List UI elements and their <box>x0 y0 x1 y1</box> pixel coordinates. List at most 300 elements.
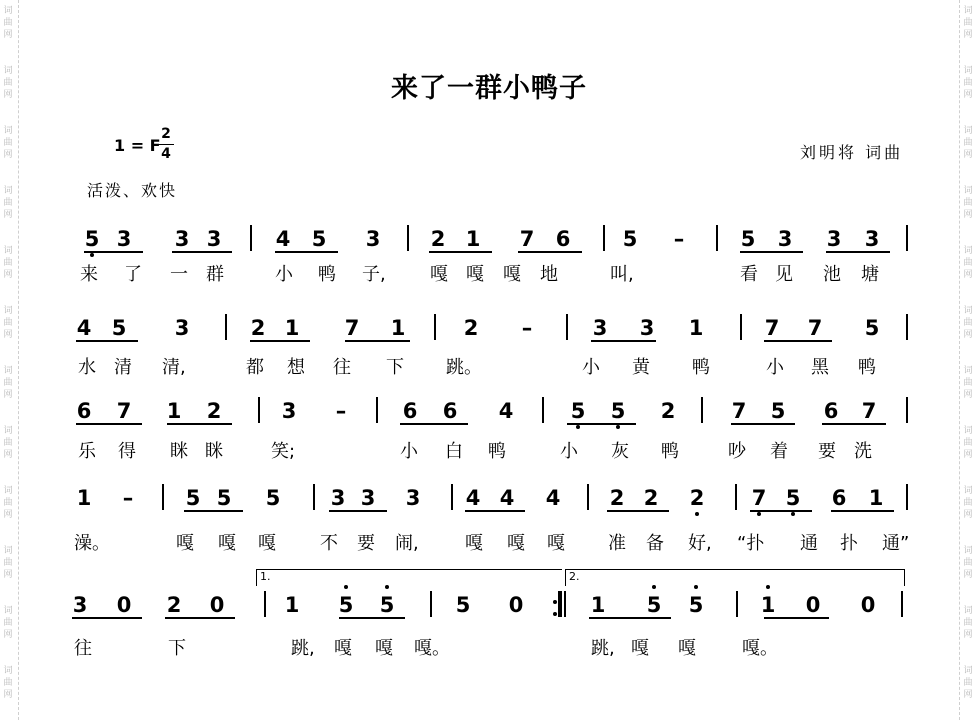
bar-line <box>264 591 266 617</box>
watermark-char: 词 <box>3 366 13 376</box>
lyric-syllable: 吵 <box>728 441 746 462</box>
note-high-1: 1 <box>760 593 776 617</box>
watermark-char: 网 <box>963 390 973 400</box>
watermark-char: 词 <box>3 246 13 256</box>
note: 0 <box>860 593 876 617</box>
watermark-char: 词 <box>3 666 13 676</box>
watermark-char: 曲 <box>3 318 13 328</box>
note: 3 <box>174 227 190 251</box>
volta-label-2: 2. <box>569 570 580 583</box>
watermark-char: 曲 <box>3 378 13 388</box>
note: 5 <box>864 316 880 340</box>
lyric-syllable: 看 <box>740 264 758 285</box>
beam-underline <box>172 251 232 253</box>
note: 3 <box>864 227 880 251</box>
note: 3 <box>116 227 132 251</box>
lyric-syllable: 白 <box>445 441 463 462</box>
watermark-char: 词 <box>3 186 13 196</box>
note: 5 <box>646 593 662 617</box>
note: 1 <box>868 486 884 510</box>
bar-line <box>313 484 315 510</box>
note: 2 <box>250 316 266 340</box>
bar-line <box>716 225 718 251</box>
note: 1 <box>688 316 704 340</box>
note: 2 <box>689 486 705 510</box>
lyric-syllable: 嘎 <box>258 533 276 554</box>
watermark-char: 网 <box>963 90 973 100</box>
watermark-char: 曲 <box>963 498 973 508</box>
watermark-char: 词 <box>963 186 973 196</box>
note: 0 <box>209 593 225 617</box>
watermark-char: 曲 <box>963 378 973 388</box>
beam-underline <box>76 423 142 425</box>
watermark-char: 网 <box>963 30 973 40</box>
watermark-char: 曲 <box>963 438 973 448</box>
watermark-char: 网 <box>3 30 13 40</box>
note: 6 <box>402 399 418 423</box>
lyric-syllable: 扑 <box>840 533 858 554</box>
note: 3 <box>405 486 421 510</box>
note: 4 <box>465 486 481 510</box>
note: 7 <box>731 399 747 423</box>
note: 7 <box>751 486 767 510</box>
note: 6 <box>823 399 839 423</box>
beam-underline <box>740 251 803 253</box>
note: 6 <box>442 399 458 423</box>
note: 5 <box>455 593 471 617</box>
lyric-syllable: 嘎 <box>375 638 393 659</box>
note: 5 <box>265 486 281 510</box>
lyric-syllable: 嘎 <box>547 533 565 554</box>
meter-bottom: 4 <box>161 146 171 162</box>
watermark-char: 曲 <box>3 678 13 688</box>
beam-underline <box>826 251 890 253</box>
bar-line <box>906 225 908 251</box>
watermark-char: 曲 <box>963 258 973 268</box>
watermark-char: 词 <box>963 66 973 76</box>
note: 3 <box>206 227 222 251</box>
note: 3 <box>365 227 381 251</box>
lyric-syllable: 见 <box>775 264 793 285</box>
bar-line <box>250 225 252 251</box>
lyric-syllable: 眯 <box>205 441 223 462</box>
watermark-char: 词 <box>3 486 13 496</box>
watermark-char: 曲 <box>963 618 973 628</box>
lyric-syllable: 下 <box>386 357 404 378</box>
watermark-char: 网 <box>3 570 13 580</box>
lyric-syllable: 眯 <box>170 441 188 462</box>
note: 5 <box>379 593 395 617</box>
watermark-char: 网 <box>963 510 973 520</box>
watermark-char: 词 <box>963 546 973 556</box>
note: 5 <box>740 227 756 251</box>
watermark-char: 词 <box>3 306 13 316</box>
note: 3 <box>174 316 190 340</box>
lyric-syllable: 想 <box>287 357 305 378</box>
lyric-syllable: 跳。 <box>446 357 482 378</box>
octave-low-dot <box>90 253 94 257</box>
double-bar-thick <box>558 591 561 617</box>
bar-line <box>258 397 260 423</box>
lyric-syllable: 跳, <box>591 638 615 659</box>
bar-line <box>901 591 903 617</box>
bar-line <box>701 397 703 423</box>
beam-underline <box>764 617 829 619</box>
lyric-syllable: 往 <box>333 357 351 378</box>
beam-underline <box>567 423 636 425</box>
bar-line <box>376 397 378 423</box>
watermark-char: 曲 <box>963 138 973 148</box>
meter-line <box>158 144 174 145</box>
lyric-syllable: 准 <box>608 533 626 554</box>
watermark-char: 网 <box>963 630 973 640</box>
lyric-syllable: 灰 <box>611 441 629 462</box>
lyric-syllable: 都 <box>246 357 264 378</box>
watermark-char: 词 <box>963 306 973 316</box>
note: 4 <box>275 227 291 251</box>
note: 4 <box>76 316 92 340</box>
note: 5 <box>785 486 801 510</box>
note: 0 <box>508 593 524 617</box>
beam-underline <box>250 340 310 342</box>
bar-line <box>434 314 436 340</box>
watermark-char: 网 <box>3 90 13 100</box>
beam-underline <box>822 423 886 425</box>
beam-underline <box>750 510 812 512</box>
lyric-syllable: 小 <box>275 264 293 285</box>
note: 7 <box>807 316 823 340</box>
double-bar-thin <box>564 591 566 617</box>
note: 7 <box>344 316 360 340</box>
lyric-syllable: 嘎 <box>430 264 448 285</box>
lyric-syllable: 塘 <box>861 264 879 285</box>
watermark-char: 词 <box>3 546 13 556</box>
right-watermark-strip <box>959 0 978 720</box>
song-title: 来了一群小鸭子 <box>391 73 587 104</box>
lyric-syllable: 嘎 <box>466 264 484 285</box>
note: 1 <box>166 399 182 423</box>
time-signature <box>158 126 174 163</box>
watermark-char: 曲 <box>963 198 973 208</box>
watermark-char: 词 <box>3 426 13 436</box>
note: 3 <box>592 316 608 340</box>
bar-line <box>225 314 227 340</box>
lyric-syllable: 地 <box>540 264 558 285</box>
bar-line <box>603 225 605 251</box>
lyric-syllable: 好, <box>688 533 712 554</box>
watermark-char: 词 <box>963 426 973 436</box>
watermark-char: 网 <box>3 270 13 280</box>
lyric-syllable: 往 <box>74 638 92 659</box>
note: 3 <box>330 486 346 510</box>
watermark-char: 词 <box>3 66 13 76</box>
note: 0 <box>805 593 821 617</box>
beam-underline <box>167 423 232 425</box>
lyric-syllable: 要 <box>818 441 836 462</box>
beam-underline <box>589 617 671 619</box>
watermark-char: 网 <box>3 390 13 400</box>
watermark-char: 曲 <box>963 678 973 688</box>
watermark-char: 网 <box>963 150 973 160</box>
beam-underline <box>275 251 338 253</box>
watermark-char: 网 <box>963 330 973 340</box>
note: 1 <box>284 316 300 340</box>
beam-underline <box>518 251 582 253</box>
lyric-syllable: 子, <box>362 264 386 285</box>
bar-line <box>566 314 568 340</box>
lyric-syllable: 嘎 <box>176 533 194 554</box>
lyric-syllable: 小 <box>766 357 784 378</box>
note: 4 <box>498 399 514 423</box>
beam-underline <box>764 340 832 342</box>
watermark-char: 词 <box>3 126 13 136</box>
note: 2 <box>643 486 659 510</box>
note: 1 <box>390 316 406 340</box>
lyric-syllable: 鸭 <box>661 441 679 462</box>
note: 3 <box>281 399 297 423</box>
watermark-char: 曲 <box>963 558 973 568</box>
lyric-syllable: 洗 <box>854 441 872 462</box>
beam-underline <box>591 340 656 342</box>
lyric-syllable: 鸭 <box>858 357 876 378</box>
note: 5 <box>185 486 201 510</box>
beam-underline <box>400 423 468 425</box>
watermark-char: 曲 <box>963 18 973 28</box>
watermark-char: 网 <box>3 630 13 640</box>
lyric-syllable: 嘎 <box>631 638 649 659</box>
lyric-syllable: 通” <box>882 533 910 554</box>
note: 4 <box>499 486 515 510</box>
note: 3 <box>639 316 655 340</box>
lyric-syllable: 嘎。 <box>742 638 778 659</box>
tempo-marking: 活泼、欢快 <box>87 181 178 200</box>
note: 6 <box>555 227 571 251</box>
lyric-syllable: 跳, <box>291 638 315 659</box>
note: 5 <box>84 227 100 251</box>
beam-underline <box>465 510 525 512</box>
watermark-char: 网 <box>3 690 13 700</box>
note: 2 <box>609 486 625 510</box>
watermark-char: 词 <box>963 126 973 136</box>
beam-underline <box>339 617 405 619</box>
beam-underline <box>731 423 795 425</box>
note: 5 <box>216 486 232 510</box>
lyric-syllable: 嘎 <box>465 533 483 554</box>
repeat-dot <box>553 600 557 604</box>
beam-underline <box>165 617 235 619</box>
beam-underline <box>184 510 243 512</box>
lyric-syllable: 笑; <box>271 441 296 462</box>
bar-line <box>407 225 409 251</box>
lyric-syllable: 小 <box>582 357 600 378</box>
note: 7 <box>861 399 877 423</box>
watermark-char: 词 <box>963 246 973 256</box>
note: 7 <box>764 316 780 340</box>
bar-line <box>162 484 164 510</box>
note: 5 <box>610 399 626 423</box>
watermark-char: 词 <box>963 366 973 376</box>
bar-line <box>735 484 737 510</box>
bar-line <box>736 591 738 617</box>
lyric-syllable: 闹, <box>395 533 419 554</box>
watermark-char: 网 <box>3 510 13 520</box>
lyric-syllable: 水 <box>78 357 96 378</box>
note: 6 <box>831 486 847 510</box>
note: 5 <box>770 399 786 423</box>
volta-bracket-1 <box>256 569 562 586</box>
lyric-syllable: 黑 <box>811 357 829 378</box>
note: 2 <box>166 593 182 617</box>
lyric-syllable: 备 <box>646 533 664 554</box>
watermark-char: 词 <box>3 606 13 616</box>
sustain-dash: – <box>521 316 533 340</box>
octave-low-dot <box>616 425 620 429</box>
volta-bracket-2 <box>565 569 905 586</box>
lyric-syllable: 要 <box>357 533 375 554</box>
lyric-syllable: 一 <box>170 264 188 285</box>
octave-low-dot <box>757 512 761 516</box>
note: 3 <box>826 227 842 251</box>
bar-line <box>587 484 589 510</box>
bar-line <box>451 484 453 510</box>
lyric-syllable: 澡。 <box>74 533 110 554</box>
sustain-dash: – <box>673 227 685 251</box>
lyric-syllable: 来 <box>80 264 98 285</box>
note: 3 <box>72 593 88 617</box>
key-signature: 1 = F <box>114 136 161 155</box>
watermark-char: 词 <box>963 486 973 496</box>
sustain-dash: – <box>122 486 134 510</box>
lyric-syllable: 嘎 <box>218 533 236 554</box>
watermark-char: 网 <box>963 270 973 280</box>
note: 4 <box>545 486 561 510</box>
note: 2 <box>430 227 446 251</box>
watermark-char: 网 <box>3 330 13 340</box>
watermark-char: 曲 <box>3 198 13 208</box>
note: 3 <box>777 227 793 251</box>
watermark-char: 曲 <box>963 318 973 328</box>
note: 2 <box>660 399 676 423</box>
note: 7 <box>116 399 132 423</box>
lyric-syllable: 嘎 <box>507 533 525 554</box>
watermark-char: 曲 <box>3 438 13 448</box>
bar-line <box>430 591 432 617</box>
volta-label-1: 1. <box>260 570 271 583</box>
note: 5 <box>622 227 638 251</box>
bar-line <box>906 314 908 340</box>
lyric-syllable: 清 <box>114 357 132 378</box>
note: 1 <box>590 593 606 617</box>
watermark-char: 网 <box>963 690 973 700</box>
lyric-syllable: 着 <box>770 441 788 462</box>
watermark-char: 网 <box>3 210 13 220</box>
lyric-syllable: 鸭 <box>692 357 710 378</box>
octave-low-dot <box>695 512 699 516</box>
octave-low-dot <box>576 425 580 429</box>
watermark-char: 网 <box>963 210 973 220</box>
lyric-syllable: 黄 <box>632 357 650 378</box>
note: 6 <box>76 399 92 423</box>
watermark-char: 曲 <box>3 498 13 508</box>
lyric-syllable: 下 <box>168 638 186 659</box>
note: 5 <box>111 316 127 340</box>
bar-line <box>740 314 742 340</box>
beam-underline <box>329 510 387 512</box>
note: 2 <box>463 316 479 340</box>
lyric-syllable: 嘎 <box>503 264 521 285</box>
watermark-char: 网 <box>3 450 13 460</box>
note: 5 <box>311 227 327 251</box>
note: 7 <box>519 227 535 251</box>
note: 5 <box>570 399 586 423</box>
sustain-dash: – <box>335 399 347 423</box>
watermark-char: 词 <box>963 666 973 676</box>
watermark-char: 曲 <box>963 78 973 88</box>
beam-underline <box>607 510 669 512</box>
watermark-char: 曲 <box>3 258 13 268</box>
watermark-char: 网 <box>963 450 973 460</box>
watermark-char: 网 <box>963 570 973 580</box>
watermark-char: 曲 <box>3 78 13 88</box>
note: 1 <box>76 486 92 510</box>
lyric-syllable: 鸭 <box>318 264 336 285</box>
lyric-syllable: 通 <box>800 533 818 554</box>
octave-low-dot <box>791 512 795 516</box>
beam-underline <box>84 251 143 253</box>
note: 1 <box>465 227 481 251</box>
repeat-dot <box>553 612 557 616</box>
beam-underline <box>72 617 142 619</box>
lyric-syllable: 乐 <box>78 441 96 462</box>
lyric-syllable: 嘎 <box>678 638 696 659</box>
bar-line <box>542 397 544 423</box>
lyric-syllable: 鸭 <box>488 441 506 462</box>
lyric-syllable: 不 <box>320 533 338 554</box>
watermark-char: 词 <box>963 606 973 616</box>
note: 3 <box>360 486 376 510</box>
meter-top: 2 <box>161 126 171 142</box>
beam-underline <box>429 251 492 253</box>
watermark-char: 曲 <box>3 618 13 628</box>
composer-credit: 刘明将 词曲 <box>800 143 904 162</box>
lyric-syllable: 群 <box>206 264 224 285</box>
note: 2 <box>206 399 222 423</box>
left-watermark-strip <box>0 0 19 720</box>
watermark-char: 词 <box>963 6 973 16</box>
lyric-syllable: 得 <box>118 441 136 462</box>
note: 5 <box>688 593 704 617</box>
note: 0 <box>116 593 132 617</box>
lyric-syllable: 池 <box>823 264 841 285</box>
watermark-char: 网 <box>3 150 13 160</box>
bar-line <box>906 397 908 423</box>
lyric-syllable: 了 <box>124 264 142 285</box>
lyric-syllable: 嘎 <box>334 638 352 659</box>
watermark-char: 曲 <box>3 18 13 28</box>
lyric-syllable: “扑 <box>737 533 765 554</box>
watermark-char: 曲 <box>3 558 13 568</box>
lyric-syllable: 小 <box>400 441 418 462</box>
beam-underline <box>345 340 410 342</box>
beam-underline <box>831 510 894 512</box>
lyric-syllable: 小 <box>560 441 578 462</box>
lyric-syllable: 叫, <box>610 264 634 285</box>
beam-underline <box>76 340 138 342</box>
note: 5 <box>338 593 354 617</box>
lyric-syllable: 清, <box>162 357 186 378</box>
watermark-char: 曲 <box>3 138 13 148</box>
lyric-syllable: 嘎。 <box>414 638 450 659</box>
